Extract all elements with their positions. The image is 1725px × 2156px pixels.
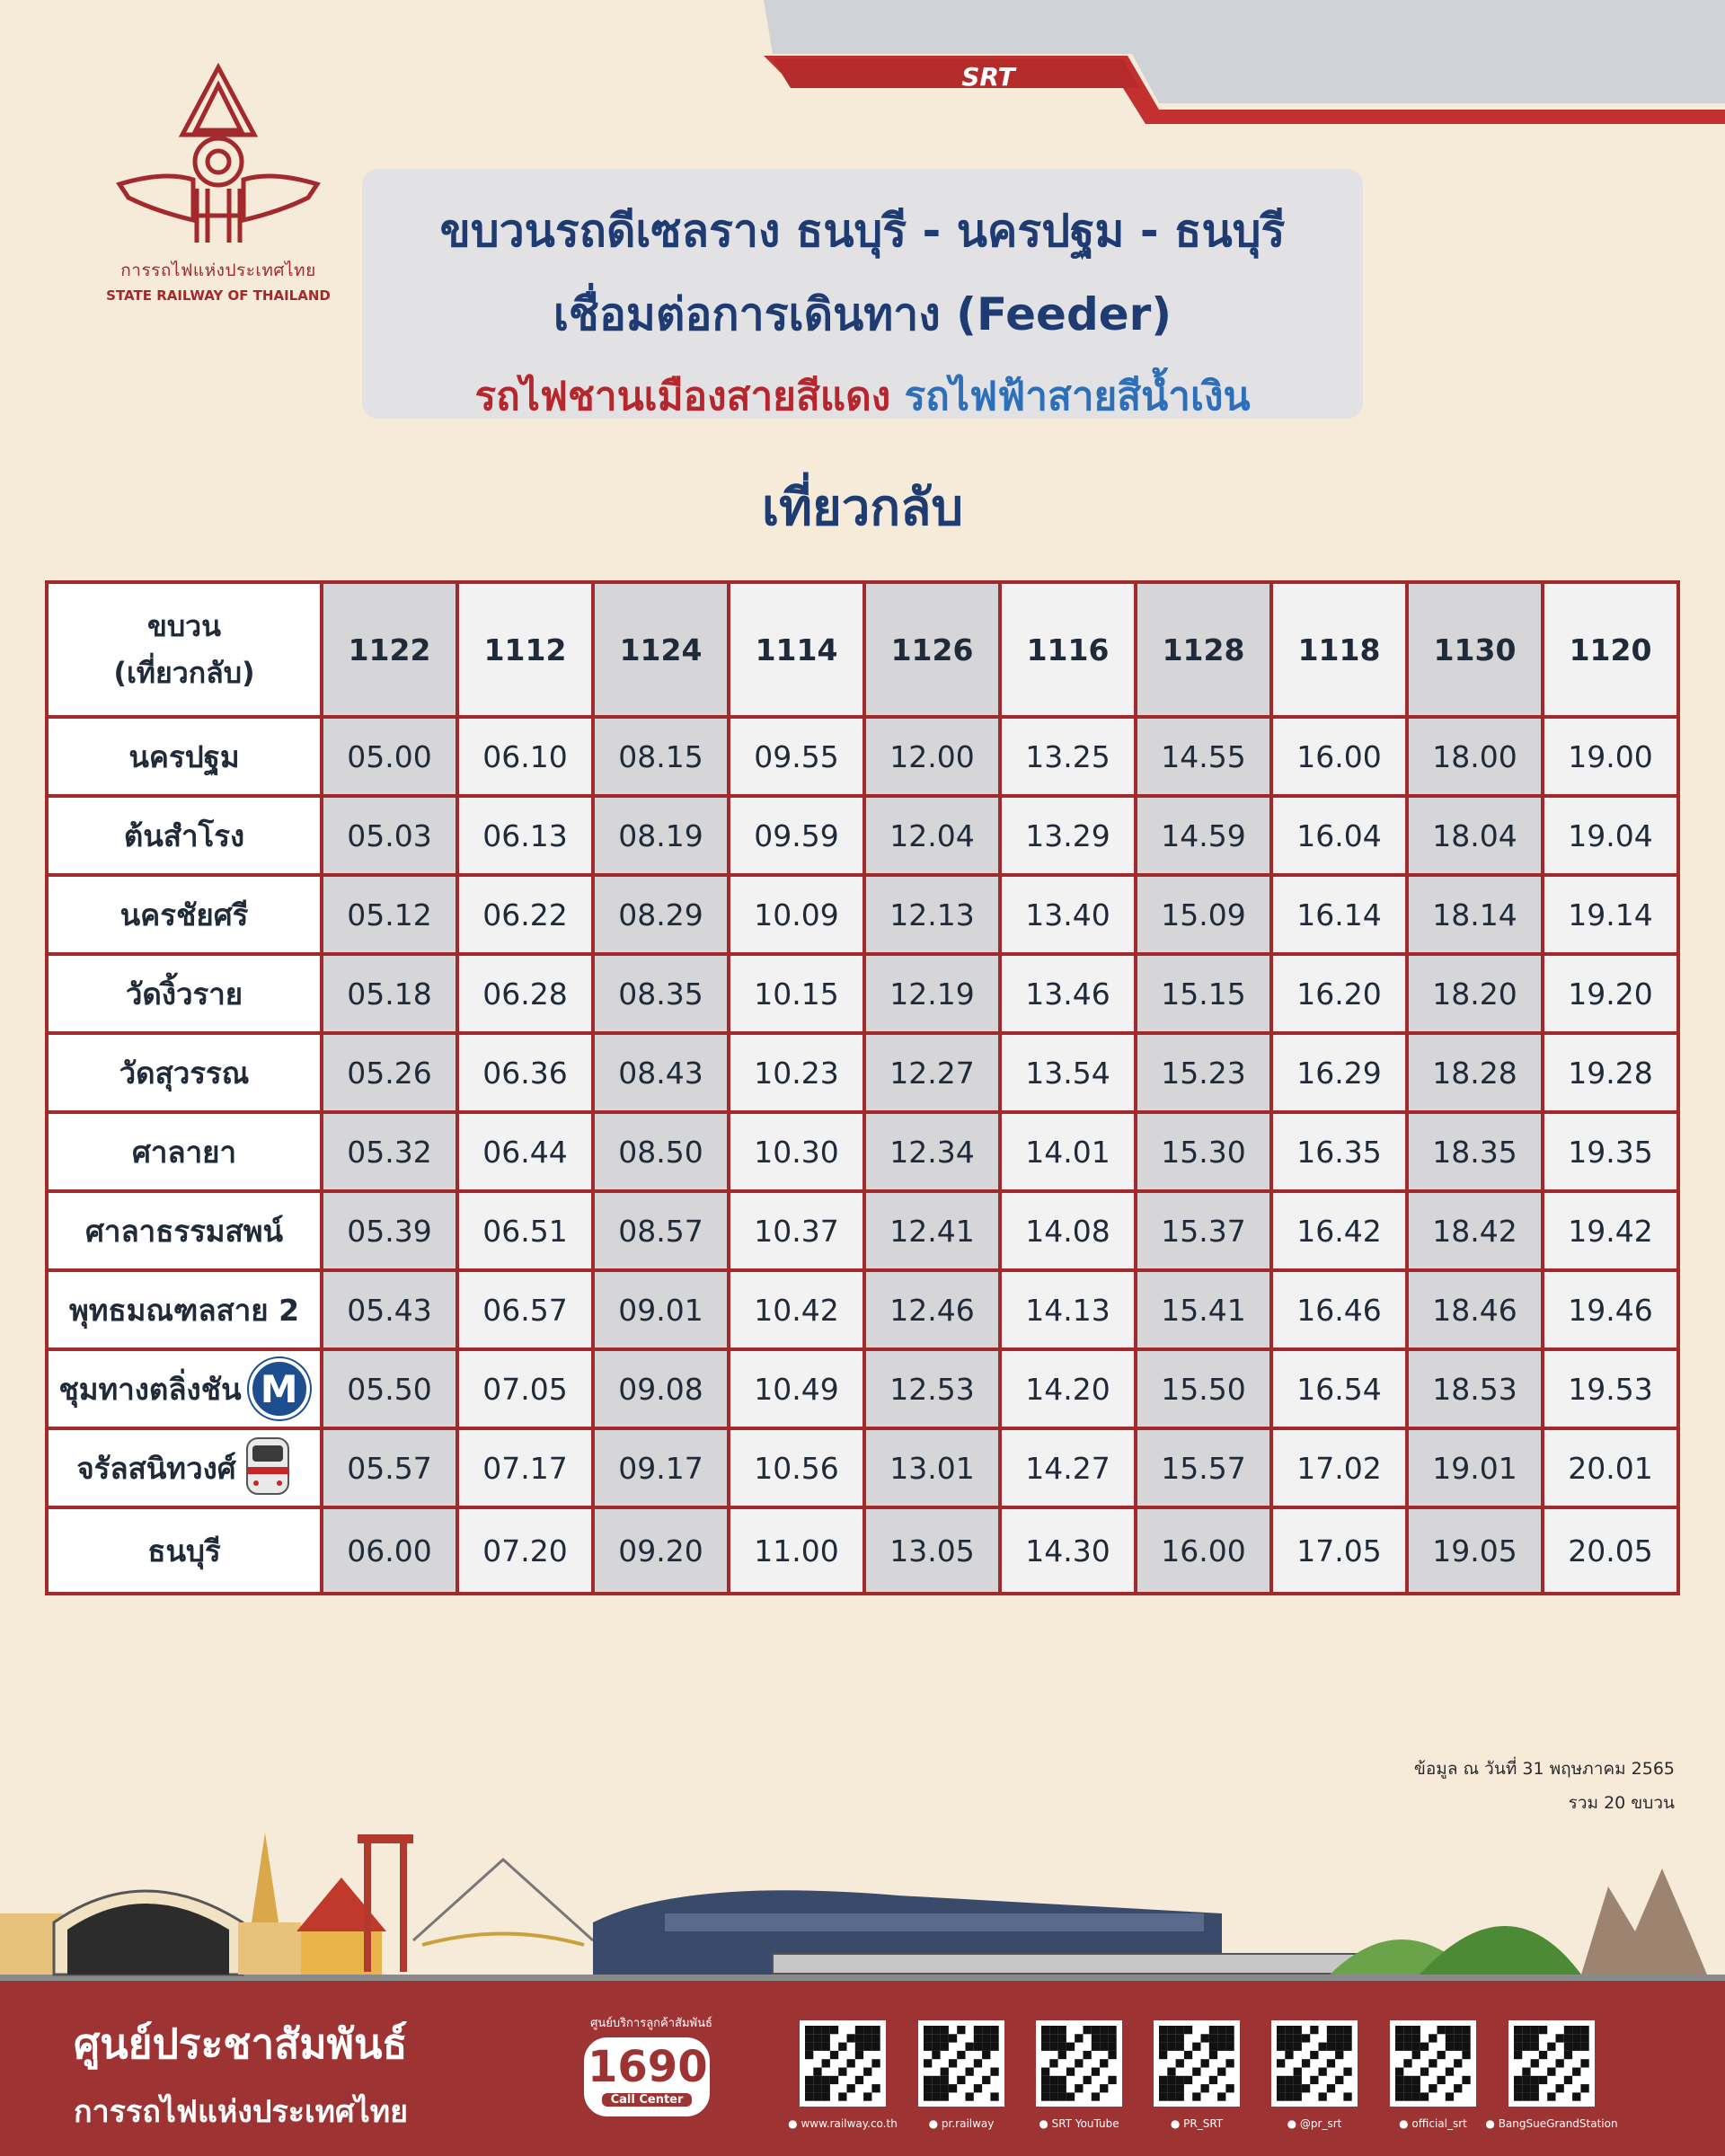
time-cell: 09.01 xyxy=(593,1270,729,1349)
station-name: วัดงิ้วราย xyxy=(125,976,243,1012)
qr-label[interactable] xyxy=(775,2117,910,2130)
time-cell: 19.01 xyxy=(1407,1428,1543,1507)
time-cell: 06.28 xyxy=(457,954,593,1033)
time-cell: 19.35 xyxy=(1543,1112,1678,1191)
table-row xyxy=(47,954,1678,1033)
time-cell: 16.35 xyxy=(1271,1112,1407,1191)
station-name: นครปฐม xyxy=(128,738,240,774)
time-cell: 08.29 xyxy=(593,875,729,954)
time-cell: 09.55 xyxy=(729,717,864,796)
time-cell: 09.20 xyxy=(593,1507,729,1594)
time-cell: 06.00 xyxy=(322,1507,457,1594)
time-cell: 18.53 xyxy=(1407,1349,1543,1428)
time-cell: 15.50 xyxy=(1136,1349,1271,1428)
train-number: 1126 xyxy=(864,582,1000,717)
data-note xyxy=(1414,1752,1675,1820)
globe-icon: ● xyxy=(788,2117,801,2130)
time-cell: 10.42 xyxy=(729,1270,864,1349)
time-cell: 05.39 xyxy=(322,1191,457,1270)
call-center-number: 1690 xyxy=(588,2042,708,2092)
time-cell: 11.00 xyxy=(729,1507,864,1594)
station-label-wrap xyxy=(76,1436,291,1499)
qr-label-text: www.railway.co.th xyxy=(801,2117,898,2130)
time-cell: 05.03 xyxy=(322,796,457,875)
table-row xyxy=(47,1507,1678,1594)
qr-label-text: PR_SRT xyxy=(1183,2117,1224,2130)
qr-label[interactable] xyxy=(1484,2117,1619,2130)
station-label-wrap xyxy=(58,1358,309,1419)
qr-label[interactable] xyxy=(1247,2117,1382,2130)
call-center-caption: ศูนย์บริการลูกค้าสัมพันธ์ xyxy=(590,2017,712,2030)
table-row xyxy=(47,796,1678,875)
table-row xyxy=(47,1428,1678,1507)
time-cell: 08.57 xyxy=(593,1191,729,1270)
table-header-row xyxy=(47,582,1678,717)
time-cell: 19.00 xyxy=(1543,717,1678,796)
time-cell: 05.18 xyxy=(322,954,457,1033)
time-cell: 05.50 xyxy=(322,1349,457,1428)
time-cell: 08.50 xyxy=(593,1112,729,1191)
train-number: 1122 xyxy=(322,582,457,717)
time-cell: 15.30 xyxy=(1136,1112,1271,1191)
station-cell xyxy=(47,796,322,875)
train-number: 1124 xyxy=(593,582,729,717)
time-cell: 10.23 xyxy=(729,1033,864,1112)
time-cell: 13.54 xyxy=(1000,1033,1136,1112)
time-cell: 19.42 xyxy=(1543,1191,1678,1270)
time-cell: 19.05 xyxy=(1407,1507,1543,1594)
facebook-icon: ● xyxy=(928,2117,942,2130)
station-cell xyxy=(47,1428,322,1507)
station-cell xyxy=(47,1033,322,1112)
time-cell: 08.15 xyxy=(593,717,729,796)
table-row xyxy=(47,1191,1678,1270)
table-row xyxy=(47,717,1678,796)
youtube-icon: ● xyxy=(1039,2117,1052,2130)
station-name: ศาลาธรรมสพน์ xyxy=(84,1213,284,1249)
time-cell: 13.46 xyxy=(1000,954,1136,1033)
station-cell xyxy=(47,717,322,796)
time-cell: 10.49 xyxy=(729,1349,864,1428)
qr-code-3[interactable] xyxy=(1036,2020,1122,2107)
train-count-note: รวม 20 ขบวน xyxy=(1568,1793,1675,1813)
table-row xyxy=(47,875,1678,954)
time-cell: 15.09 xyxy=(1136,875,1271,954)
train-number: 1118 xyxy=(1271,582,1407,717)
station-name: วัดสุวรรณ xyxy=(119,1055,250,1091)
station-label-wrap xyxy=(126,970,243,1018)
qr-code-2[interactable] xyxy=(918,2020,1004,2107)
station-label-wrap xyxy=(128,733,239,781)
mrt-blue-line-icon: M xyxy=(249,1358,310,1419)
srt-logo xyxy=(106,63,331,305)
logo-english-name: STATE RAILWAY OF THAILAND xyxy=(106,287,331,304)
station-cell xyxy=(47,1507,322,1594)
train-number: 1120 xyxy=(1543,582,1678,717)
title-line-1: ขบวนรถดีเซลราง ธนบุรี - นครปฐม - ธนบุรี xyxy=(439,205,1286,257)
time-cell: 14.08 xyxy=(1000,1191,1136,1270)
table-row xyxy=(47,1270,1678,1349)
station-label-wrap xyxy=(85,1207,283,1255)
station-name: ธนบุรี xyxy=(147,1533,221,1568)
qr-label[interactable] xyxy=(1366,2117,1500,2130)
time-cell: 10.56 xyxy=(729,1428,864,1507)
blue-line-label: รถไฟฟ้าสายสีน้ำเงิน xyxy=(904,374,1251,420)
qr-label[interactable] xyxy=(894,2117,1029,2130)
time-cell: 08.19 xyxy=(593,796,729,875)
qr-code-6[interactable] xyxy=(1390,2020,1476,2107)
instagram-icon: ● xyxy=(1399,2117,1412,2130)
time-cell: 06.36 xyxy=(457,1033,593,1112)
time-cell: 10.37 xyxy=(729,1191,864,1270)
time-cell: 20.05 xyxy=(1543,1507,1678,1594)
station-name: ชุมทางตลิ่งชัน xyxy=(58,1371,242,1407)
qr-label-text: official_srt xyxy=(1411,2117,1467,2130)
time-cell: 07.20 xyxy=(457,1507,593,1594)
time-cell: 18.42 xyxy=(1407,1191,1543,1270)
srt-mark: SRT xyxy=(961,62,1015,92)
call-center-box xyxy=(584,2037,710,2116)
time-cell: 14.30 xyxy=(1000,1507,1136,1594)
time-cell: 06.44 xyxy=(457,1112,593,1191)
qr-label[interactable] xyxy=(1129,2117,1264,2130)
time-cell: 12.34 xyxy=(864,1112,1000,1191)
time-cell: 12.00 xyxy=(864,717,1000,796)
station-label-wrap xyxy=(119,1049,250,1097)
time-cell: 15.37 xyxy=(1136,1191,1271,1270)
time-cell: 20.01 xyxy=(1543,1428,1678,1507)
twitter-icon: ● xyxy=(1170,2117,1184,2130)
qr-label-text: BangSueGrandStation xyxy=(1498,2117,1618,2130)
station-name: ศาลายา xyxy=(131,1134,237,1170)
time-cell: 05.26 xyxy=(322,1033,457,1112)
qr-code-7[interactable] xyxy=(1508,2020,1595,2107)
time-cell: 08.35 xyxy=(593,954,729,1033)
time-cell: 18.04 xyxy=(1407,796,1543,875)
time-cell: 16.00 xyxy=(1136,1507,1271,1594)
time-cell: 16.29 xyxy=(1271,1033,1407,1112)
qr-label[interactable] xyxy=(1012,2117,1146,2130)
time-cell: 19.28 xyxy=(1543,1033,1678,1112)
title-line-3 xyxy=(362,365,1363,428)
table-row xyxy=(47,1349,1678,1428)
time-cell: 15.41 xyxy=(1136,1270,1271,1349)
time-cell: 19.20 xyxy=(1543,954,1678,1033)
time-cell: 06.10 xyxy=(457,717,593,796)
time-cell: 05.00 xyxy=(322,717,457,796)
train-number: 1130 xyxy=(1407,582,1543,717)
time-cell: 15.15 xyxy=(1136,954,1271,1033)
time-cell: 14.55 xyxy=(1136,717,1271,796)
train-number: 1112 xyxy=(457,582,593,717)
time-cell: 13.40 xyxy=(1000,875,1136,954)
time-cell: 18.28 xyxy=(1407,1033,1543,1112)
table-row xyxy=(47,1033,1678,1112)
time-cell: 09.08 xyxy=(593,1349,729,1428)
time-cell: 16.00 xyxy=(1271,717,1407,796)
timetable xyxy=(45,580,1680,1595)
footer xyxy=(0,1981,1725,2156)
time-cell: 14.01 xyxy=(1000,1112,1136,1191)
time-cell: 16.46 xyxy=(1271,1270,1407,1349)
station-name: นครชัยศรี xyxy=(119,897,249,932)
time-cell: 18.46 xyxy=(1407,1270,1543,1349)
time-cell: 19.46 xyxy=(1543,1270,1678,1349)
time-cell: 18.00 xyxy=(1407,717,1543,796)
time-cell: 12.53 xyxy=(864,1349,1000,1428)
time-cell: 12.46 xyxy=(864,1270,1000,1349)
time-cell: 14.27 xyxy=(1000,1428,1136,1507)
title-box xyxy=(362,169,1363,419)
train-number: 1114 xyxy=(729,582,864,717)
station-label-wrap xyxy=(132,1128,236,1176)
logo-thai-name: การรถไฟแห่งประเทศไทย xyxy=(120,261,316,280)
station-cell xyxy=(47,1270,322,1349)
time-cell: 16.54 xyxy=(1271,1349,1407,1428)
qr-code-5[interactable] xyxy=(1271,2020,1358,2107)
time-cell: 16.20 xyxy=(1271,954,1407,1033)
red-line-train-icon xyxy=(243,1436,292,1499)
time-cell: 18.20 xyxy=(1407,954,1543,1033)
time-cell: 06.51 xyxy=(457,1191,593,1270)
time-cell: 06.22 xyxy=(457,875,593,954)
time-cell: 13.25 xyxy=(1000,717,1136,796)
time-cell: 15.57 xyxy=(1136,1428,1271,1507)
footer-subtitle: การรถไฟแห่งประเทศไทย xyxy=(74,2094,409,2130)
train-number: 1128 xyxy=(1136,582,1271,717)
time-cell: 16.14 xyxy=(1271,875,1407,954)
time-cell: 19.14 xyxy=(1543,875,1678,954)
facebook-icon: ● xyxy=(1485,2117,1499,2130)
header-label-line-2: (เที่ยวกลับ) xyxy=(113,656,255,690)
time-cell: 05.12 xyxy=(322,875,457,954)
station-cell xyxy=(47,875,322,954)
train-header-label xyxy=(47,582,322,717)
time-cell: 10.15 xyxy=(729,954,864,1033)
time-cell: 17.02 xyxy=(1271,1428,1407,1507)
qr-code-4[interactable] xyxy=(1154,2020,1240,2107)
table-row xyxy=(47,1112,1678,1191)
time-cell: 05.32 xyxy=(322,1112,457,1191)
time-cell: 05.43 xyxy=(322,1270,457,1349)
station-cell xyxy=(47,1349,322,1428)
time-cell: 19.04 xyxy=(1543,796,1678,875)
time-cell: 08.43 xyxy=(593,1033,729,1112)
station-cell xyxy=(47,1191,322,1270)
time-cell: 07.05 xyxy=(457,1349,593,1428)
station-label-wrap xyxy=(124,812,244,860)
header-label-line-1: ขบวน xyxy=(146,609,222,643)
station-name: ต้นสำโรง xyxy=(123,817,245,853)
time-cell: 16.04 xyxy=(1271,796,1407,875)
skyline-illustration xyxy=(0,1824,1725,1984)
time-cell: 14.13 xyxy=(1000,1270,1136,1349)
station-cell xyxy=(47,954,322,1033)
station-cell xyxy=(47,1112,322,1191)
time-cell: 10.09 xyxy=(729,875,864,954)
time-cell: 17.05 xyxy=(1271,1507,1407,1594)
time-cell: 07.17 xyxy=(457,1428,593,1507)
time-cell: 12.19 xyxy=(864,954,1000,1033)
station-name: จรัลสนิทวงศ์ xyxy=(76,1450,236,1486)
time-cell: 12.04 xyxy=(864,796,1000,875)
station-label-wrap xyxy=(69,1286,299,1334)
time-cell: 06.57 xyxy=(457,1270,593,1349)
time-cell: 18.14 xyxy=(1407,875,1543,954)
direction-heading: เที่ยวกลับ xyxy=(761,479,964,537)
call-center-badge[interactable] xyxy=(584,2013,719,2132)
data-date-note: ข้อมูล ณ วันที่ 31 พฤษภาคม 2565 xyxy=(1413,1759,1675,1779)
time-cell: 13.05 xyxy=(864,1507,1000,1594)
tiktok-icon: ● xyxy=(1287,2117,1300,2130)
time-cell: 13.29 xyxy=(1000,796,1136,875)
qr-label-text: @pr_srt xyxy=(1299,2117,1342,2130)
time-cell: 18.35 xyxy=(1407,1112,1543,1191)
time-cell: 06.13 xyxy=(457,796,593,875)
time-cell: 14.59 xyxy=(1136,796,1271,875)
qr-label-text: pr.railway xyxy=(941,2117,995,2130)
red-line-label: รถไฟชานเมืองสายสีแดง xyxy=(474,374,891,420)
srt-emblem-icon xyxy=(111,63,326,252)
time-cell: 12.27 xyxy=(864,1033,1000,1112)
time-cell: 15.23 xyxy=(1136,1033,1271,1112)
time-cell: 09.59 xyxy=(729,796,864,875)
time-cell: 14.20 xyxy=(1000,1349,1136,1428)
time-cell: 19.53 xyxy=(1543,1349,1678,1428)
time-cell: 12.41 xyxy=(864,1191,1000,1270)
qr-code-1[interactable] xyxy=(800,2020,886,2107)
time-cell: 13.01 xyxy=(864,1428,1000,1507)
train-number: 1116 xyxy=(1000,582,1136,717)
time-cell: 05.57 xyxy=(322,1428,457,1507)
time-cell: 09.17 xyxy=(593,1428,729,1507)
station-label-wrap xyxy=(147,1527,220,1575)
time-cell: 12.13 xyxy=(864,875,1000,954)
station-name: พุทธมณฑลสาย 2 xyxy=(68,1292,300,1328)
station-label-wrap xyxy=(120,891,249,939)
time-cell: 10.30 xyxy=(729,1112,864,1191)
footer-title: ศูนย์ประชาสัมพันธ์ xyxy=(74,2019,408,2068)
qr-label-text: SRT YouTube xyxy=(1051,2117,1119,2130)
title-line-2: เชื่อมต่อการเดินทาง (Feeder) xyxy=(553,288,1172,340)
call-center-label: Call Center xyxy=(602,2093,692,2107)
time-cell: 16.42 xyxy=(1271,1191,1407,1270)
